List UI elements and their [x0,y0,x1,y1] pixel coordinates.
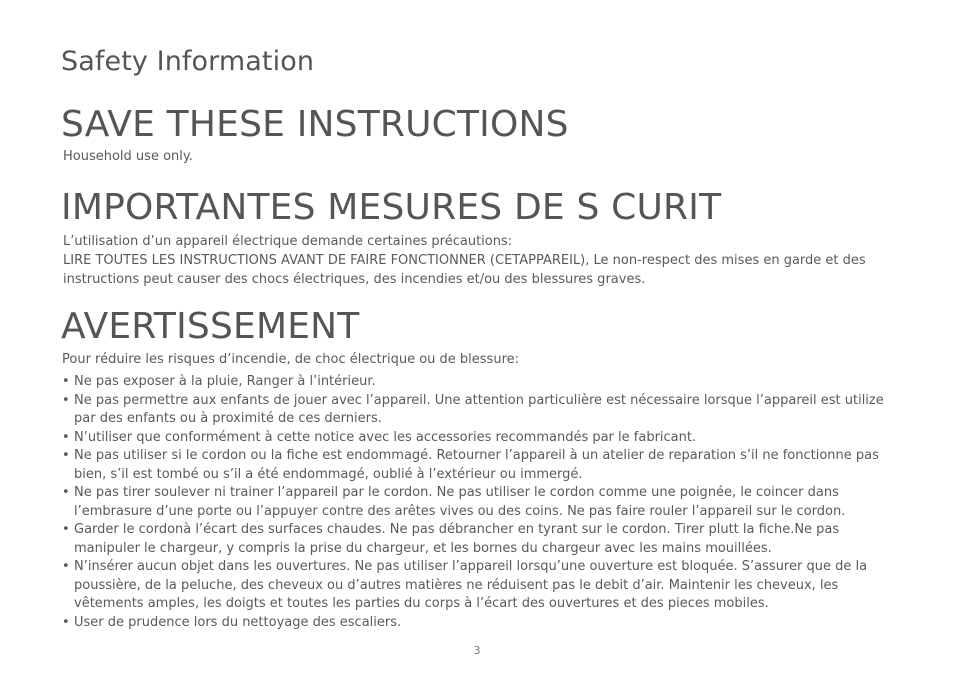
bullet-icon: • [62,392,70,408]
bullet-icon: • [62,522,70,537]
list-item [62,484,892,521]
avertissement-intro: Pour réduire les risques d’incendie, de choc électrique ou de blessure: [62,352,520,367]
list-item-text: User de prudence lors du nettoyage des escaliers. [74,614,402,630]
list-item-text: N’utiliser que conformément à cette notice avec les accessories recommandés par le fabricant. [74,429,697,445]
page-title: Safety Information [61,46,315,77]
list-item [62,392,892,429]
list-item-text: Ne pas utiliser si le cordon ou la fiche est endommagé. Retourner l’appareil à un atelier de reparation s’il ne fonctionne pas bien, s’il est tombé ou s’il a été endommagé, oublié à l’extérieur ou immergé. [74,448,879,482]
page-number: 3 [473,644,481,657]
bullet-icon: • [62,448,70,463]
bullet-icon: • [62,429,70,445]
read-instructions-line: LIRE TOUTES LES INSTRUCTIONS AVANT DE FAIRE FONCTIONNER (CETAPPAREIL), Le non-respect des mises en garde et des instructions peut causer des chocs électriques, des incendies et/ou des blessures graves. [63,253,866,287]
save-instructions-heading: SAVE THESE INSTRUCTIONS [61,104,569,145]
list-item-text: Garder le cordonà l’écart des surfaces chaudes. Ne pas débrancher en tyrant sur le cordon. Tirer plutt la fiche.Ne pas manipuler le chargeur, y compris la prise du chargeur, et les bornes du chargeur avec les mains mouillées. [74,522,840,556]
list-item [62,373,892,392]
list-item-text: Ne pas permettre aux enfants de jouer avec l’appareil. Une attention particulière est nécessaire lorsque l’appareil est utilize par des enfants ou à proximité de ces derniers. [74,392,884,426]
importantes-mesures-text [63,232,903,289]
bullet-icon: • [62,559,70,574]
list-item [62,447,892,484]
household-use-text: Household use only. [63,149,193,164]
bullet-icon: • [62,614,70,630]
list-item [62,429,892,448]
bullet-icon: • [62,374,70,389]
list-item-text: N’insérer aucun objet dans les ouvertures. Ne pas utiliser l’appareil lorsqu’une ouverture est bloquée. S’assurer que de la poussière, de la peluche, des cheveux ou d’autres matières ne réduisent pas le debit d’air. Maintenir les cheveux, les vêtements amples, les doigts et toutes les parties du corps à l’écart des ouvertures et des pieces mobiles. [74,559,868,611]
list-item [62,521,892,558]
warning-list [62,373,892,632]
avertissement-heading: AVERTISSEMENT [61,306,360,347]
list-item-text: Ne pas tirer soulever ni trainer l’appareil par le cordon. Ne pas utiliser le cordon comme une poignée, le coincer dans l’embrasure d’une porte ou l’appuyer contre des arêtes vives ou des coins. Ne pas faire rouler l’appareil sur le cordon. [74,485,846,519]
precautions-line: L’utilisation d’un appareil électrique demande certaines précautions: [63,234,513,249]
importantes-mesures-heading: IMPORTANTES MESURES DE S CURIT [61,187,722,228]
list-item [62,614,892,633]
bullet-icon: • [62,485,70,500]
list-item-text: Ne pas exposer à la pluie, Ranger à l’intérieur. [74,374,376,389]
list-item [62,558,892,614]
